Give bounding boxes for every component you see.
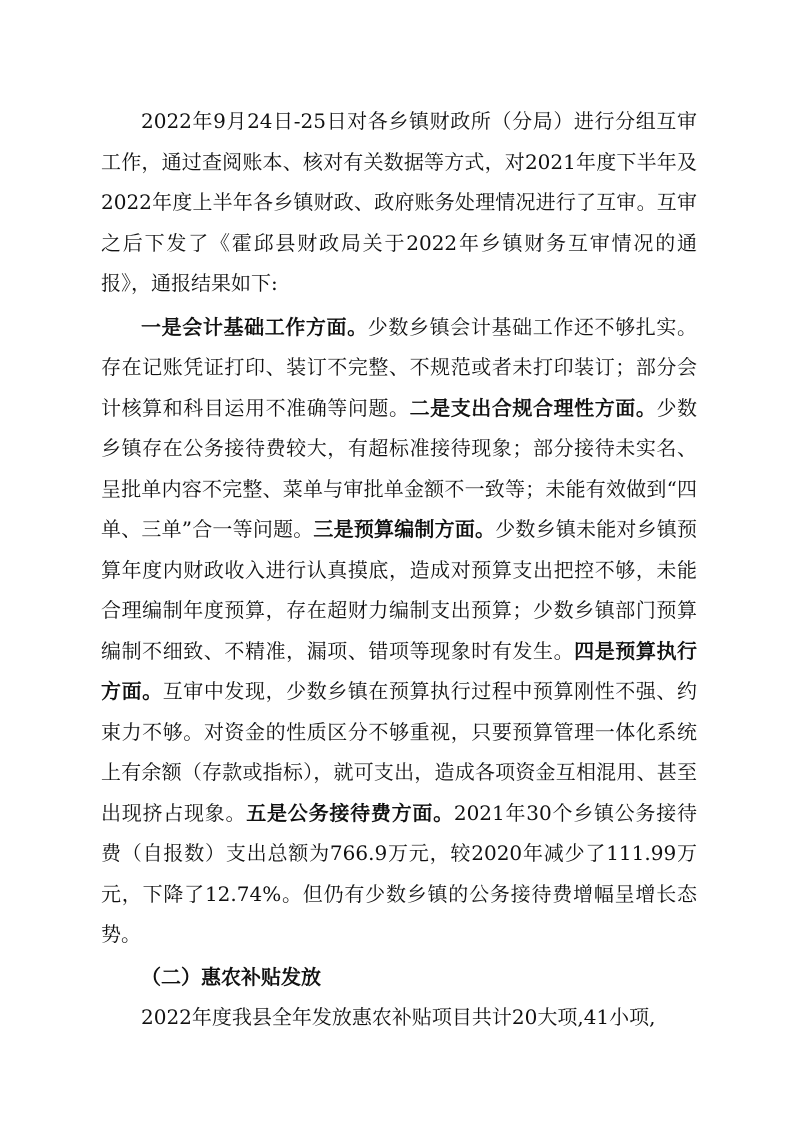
paragraph-subsidy: 2022年度我县全年发放惠农补贴项目共计20大项,41小项, [141,1005,656,1029]
paragraph-intro: 2022年9月24日-25日对各乡镇财政所（分局）进行分组互审工作，通过查阅账本、核对有关数据等方式，对2021年度下半年及2022年度上半年各乡镇财政、政府账务处理情况进行了互审。互审之后下发了《霍邱县财政局关于2022年乡镇财务互审情况的通报》，通报结果如下: [101,109,697,295]
finding-heading-3: 三是预算编制方面。 [313,517,496,541]
finding-heading-5: 五是公务接待费方面。 [246,800,454,825]
document-body [101,101,697,1038]
finding-text-5: 2021年30个乡镇公务接待费（自报数）支出总额为766.9万元，较2020年减少了111.99万元，下降了12.74%。但仍有少数乡镇的公务接待费增幅呈增长态势。 [101,800,698,946]
section-heading: （二）惠农补贴发放 [141,964,321,989]
finding-heading-1: 一是会计基础工作方面。 [141,314,368,339]
finding-text-3: 少数乡镇未能对乡镇预算年度内财政收入进行认真摸底，造成对预算支出把控不够，未能合理编制年度预算，存在超财力编制支出预算；少数乡镇部门预算编制不细致、不精准，漏项、错项等现象时有发生。 [101,517,698,663]
finding-heading-4: 四是预算执行方面。 [101,638,698,703]
finding-text-4: 互审中发现，少数乡镇在预算执行过程中预算刚性不强、约束力不够。对资金的性质区分不够重视，只要预算管理一体化系统上有余额（存款或指标），就可支出，造成各项资金互相混用、甚至出现挤占现象。 [101,679,698,825]
paragraph-findings [101,307,697,955]
finding-heading-2: 二是支出合规合理性方面。 [409,395,657,420]
finding-text-1: 少数乡镇会计基础工作还不够扎实。存在记账凭证打印、装订不完整、不规范或者未打印装订；部分会计核算和科目运用不准确等问题。 [101,314,698,420]
finding-text-2: 少数乡镇存在公务接待费较大，有超标准接待现象；部分接待未实名、呈批单内容不完整、菜单与审批单金额不一致等；未能有效做到“四单、三单”合一等问题。 [101,395,698,541]
